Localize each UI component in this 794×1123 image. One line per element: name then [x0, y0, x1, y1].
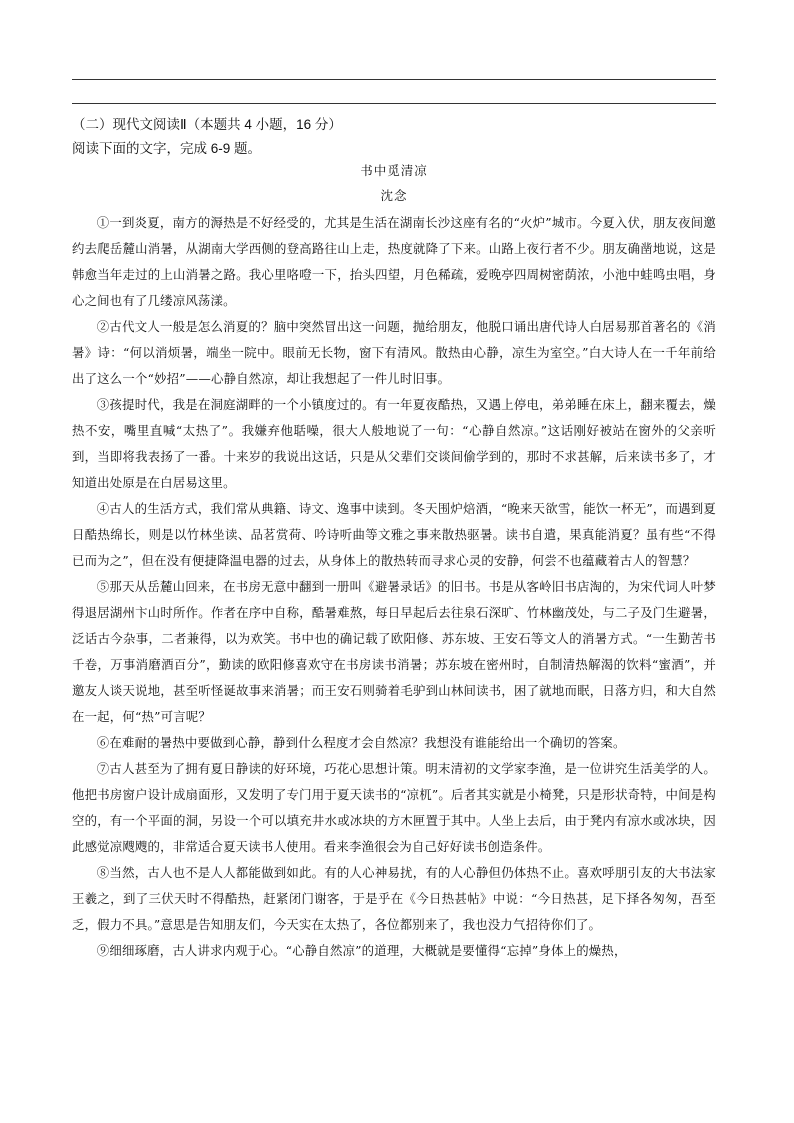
- article-title: 书中觅清凉: [360, 163, 428, 178]
- section-heading: （二）现代文阅读Ⅱ（本题共 4 小题，16 分）: [72, 117, 342, 132]
- paragraph-9: ⑨细细琢磨，古人讲求内观于心。“心静自然凉”的道理，大概就是要懂得“忘掉”身体上的燥热，: [96, 943, 627, 958]
- paragraph-1: ①一到炎夏，南方的溽热是不好经受的，尤其是生活在湖南长沙这座有名的“火炉”城市。今夏入伏，朋友夜间邀约去爬岳麓山消暑，从湖南大学西侧的登高路往山上走，热度就降了下来。山路上夜行者不少。朋友确凿地说，这是韩愈当年走过的上山消暑之路。我心里咯噔一下，抬头四望，月色稀疏，爱晚亭四周树密荫浓，小池中蛙鸣虫唱，身心之间也有了几缕凉风荡漾。: [72, 215, 716, 308]
- reading-instruction: 阅读下面的文字，完成 6-9 题。: [72, 141, 262, 156]
- article-body: [72, 210, 716, 964]
- paragraph-6: ⑥在难耐的暑热中要做到心静，静到什么程度才会自然凉？我想没有谁能给出一个确切的答案。: [96, 735, 626, 750]
- header-rule-top: [72, 79, 716, 80]
- article-author: 沈念: [380, 188, 408, 203]
- header-rule-bottom: [72, 103, 716, 104]
- paragraph-3: ③孩提时代，我是在洞庭湖畔的一个小镇度过的。有一年夏夜酷热，又遇上停电，弟弟睡在床上，翻来覆去，燥热不安，嘴里直喊“太热了”。我嫌弃他聒噪，很大人般地说了一句：“心静自然凉。”这话刚好被站在窗外的父亲听到，当即将我表扬了一番。十来岁的我说出这话，只是从父辈们交谈间偷学到的，那时不求甚解，后来读书多了，才知道出处原是在白居易这里。: [72, 397, 716, 490]
- paragraph-2: ②古代文人一般是怎么消夏的？脑中突然冒出这一问题，抛给朋友，他脱口诵出唐代诗人白居易那首著名的《消暑》诗：“何以消烦暑，端坐一院中。眼前无长物，窗下有清风。散热由心静，凉生为室空。”白大诗人在一千年前给出了这么一个“妙招”——心静自然凉，却让我想起了一件儿时旧事。: [72, 319, 716, 386]
- paragraph-5: ⑤那天从岳麓山回来，在书房无意中翻到一册叫《避暑录话》的旧书。书是从客岭旧书店淘的，为宋代词人叶梦得退居湖州卞山时所作。作者在序中自称，酷暑难熬，每日早起后去往泉石深旷、竹林幽茂处，与二子及门生避暑，泛话古今杂事，二者兼得，以为欢笑。书中也的确记载了欧阳修、苏东坡、王安石等文人的消暑方式。“一生勤苦书千卷，万事消磨酒百分”，勤读的欧阳修喜欢守在书房读书消暑；苏东坡在密州时，自制清热解渴的饮料“蜜酒”，并邀友人谈天说地，甚至听怪诞故事来消暑；而王安石则骑着毛驴到山林间读书，困了就地而眠，日落方归，和大自然在一起，何“热”可言呢？: [72, 579, 716, 724]
- paragraph-8: ⑧当然，古人也不是人人都能做到如此。有的人心神易扰，有的人心静但仍体热不止。喜欢呼朋引友的大书法家王羲之，到了三伏天时不得酷热，赶紧闭门谢客，于是乎在《今日热甚帖》中说：“今日热甚，足下择各匆匆，吾至乏，假力不具。”意思是告知朋友们，今天实在太热了，各位都别来了，我也没力气招待你们了。: [72, 865, 716, 932]
- paragraph-7: ⑦古人甚至为了拥有夏日静读的好环境，巧花心思想计策。明末清初的文学家李渔，是一位讲究生活美学的人。他把书房窗户设计成扇面形，又发明了专门用于夏天读书的“凉杌”。后者其实就是小椅凳，只是形状奇特，中间是构空的，有一个平面的洞，另设一个可以填充井水或冰块的方木匣置于其中。人坐上去后，由于凳内有凉水或冰块，因此感觉凉飕飕的，非常适合夏天读书人使用。看来李渔很会为自己好好读书创造条件。: [72, 761, 716, 854]
- paragraph-4: ④古人的生活方式，我们常从典籍、诗文、逸事中读到。冬天围炉焙酒，“晚来天欲雪，能饮一杯无”，而遇到夏日酷热绵长，则是以竹林坐读、品茗赏荷、吟诗听曲等文雅之事来散热驱暑。读书自遣，果真能消夏？虽有些“不得已而为之”，但在没有便捷降温电器的过去，从身体上的散热转而寻求心灵的安静，何尝不也蕴藏着古人的智慧？: [72, 501, 716, 568]
